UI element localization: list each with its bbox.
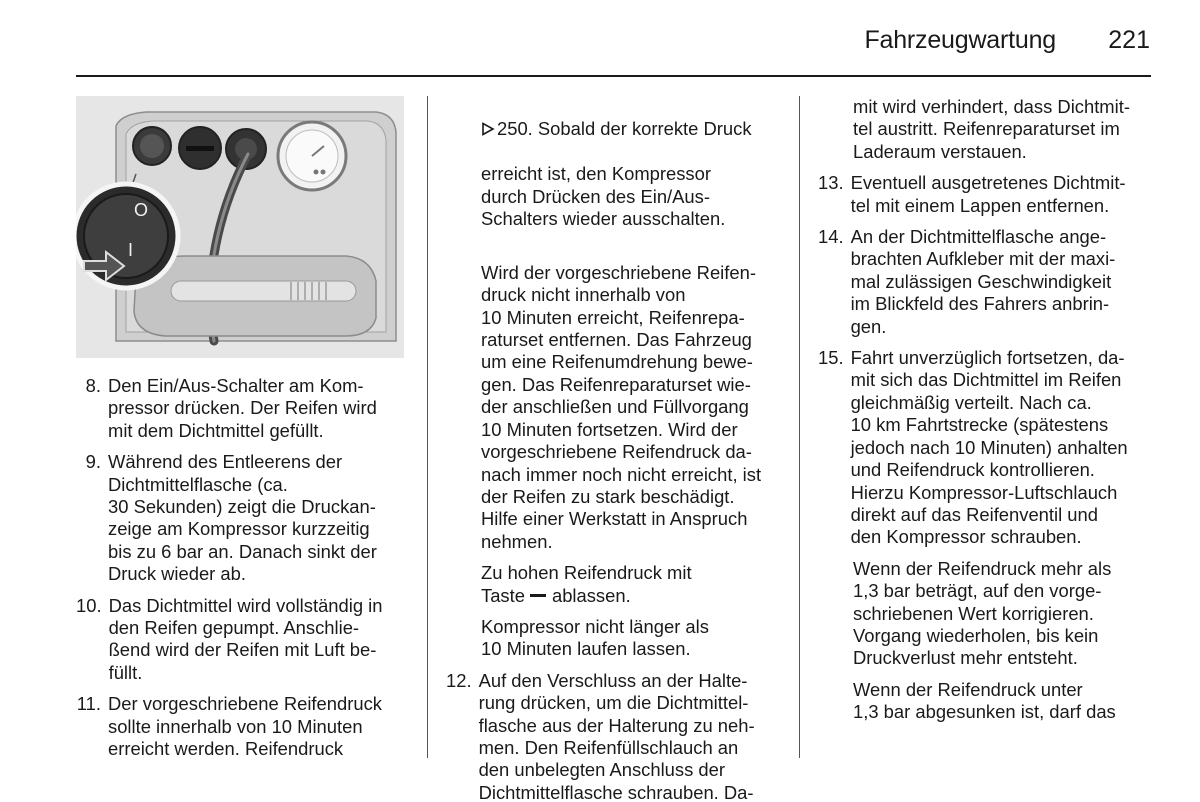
list-text: Auf den Verschluss an der Halte- rung drücken, um die Dichtmittel- flasche aus der Halterung zu neh- men. Den Reifenfüllschlauch an den unbelegten Anschluss der Dichtmittelflasche schrauben. Da- <box>478 669 755 802</box>
page-reference-text: 250. Sobald der korrekte Druck <box>497 118 752 140</box>
list-item-9 <box>76 451 409 585</box>
switch-on-symbol: I <box>128 240 134 260</box>
list-number: 14. <box>818 226 844 248</box>
paragraph-pressure-above: Wenn der Reifendruck mehr als 1,3 bar beträgt, auf den vorge- schriebenen Wert korrigieren. Vorgang wiederholen, bis kein Druckverlust mehr entsteht. <box>853 557 1112 669</box>
compressor-illustration <box>76 96 404 358</box>
column-divider-right <box>799 96 800 758</box>
column-divider-left <box>427 96 428 758</box>
list-text: Das Dichtmittel wird vollständig in den Reifen gepumpt. Anschlie- ßend wird der Reifen mit Luft be- füllt. <box>108 594 383 683</box>
list-item-15 <box>818 347 1152 549</box>
list-item-11 <box>76 693 409 760</box>
paragraph-pressure-below: Wenn der Reifendruck unter 1,3 bar abgesunken ist, darf das <box>853 678 1116 723</box>
column-middle <box>446 96 782 802</box>
list-number: 13. <box>818 172 844 194</box>
list-item-12 <box>446 670 782 802</box>
list-text: Fahrt unverzüglich fortsetzen, da- mit sich das Dichtmittel im Reifen gleichmäßig verteilt. Nach ca. 10 km Fahrtstrecke (spätestens jedoch nach 10 Minuten) anhalten und Reifendruck kontrollieren. Hierzu Kompressor-Luftschlauch direkt auf das Reifenventil und den Kompressor schrauben. <box>850 347 1128 548</box>
header-divider <box>76 75 1151 77</box>
switch-off-symbol: O <box>134 200 149 220</box>
list-number: 10. <box>76 594 102 616</box>
column-left <box>76 375 409 770</box>
text-fragment: Zu hohen Reifendruck mit <box>481 562 692 584</box>
continuation-text: erreicht ist, den Kompressor durch Drücken des Ein/Aus- Schalters wieder ausschalten. <box>481 163 726 230</box>
list-item-13 <box>818 172 1152 217</box>
paragraph-pressure-not-reached: Wird der vorgeschriebene Reifen- druck nicht innerhalb von 10 Minuten erreicht, Reifenrepa- raturset entfernen. Das Fahrzeug um eine Reifenumdrehung bewe- gen. Das Reifenreparaturset wie- der anschließen und Füllvorgang 10 Minuten fortsetzen. Wird der vorgeschriebene Reifendruck da- nach immer noch nicht erreicht, ist der Reifen zu stark beschädigt. Hilfe einer Werkstatt in Anspruch nehmen. <box>481 261 762 552</box>
compressor-drawing <box>76 96 404 358</box>
paragraph-compressor-runtime: Kompressor nicht länger als 10 Minuten laufen lassen. <box>481 615 709 660</box>
list-text: Den Ein/Aus-Schalter am Kom- pressor drücken. Der Reifen wird mit dem Dichtmittel gefüllt. <box>108 375 377 441</box>
page-reference-line <box>481 118 782 140</box>
list-number: 12. <box>446 669 472 691</box>
list-text: Der vorgeschriebene Reifendruck sollte innerhalb von 10 Minuten erreicht werden. Reifendruck <box>108 693 382 760</box>
page-reference-icon <box>481 122 495 136</box>
list-number: 15. <box>818 347 844 369</box>
list-text: An der Dichtmittelflasche ange- brachten Aufkleber mit der maxi- mal zulässigen Geschwindigkeit im Blickfeld des Fahrers anbrin- gen. <box>850 226 1116 337</box>
paragraph-pressure-too-high <box>446 562 782 607</box>
list-text: Eventuell ausgetretenes Dichtmit- tel mit einem Lappen entfernen. <box>850 172 1126 216</box>
list-item-11-continued <box>446 96 782 253</box>
list-number: 8. <box>85 375 101 396</box>
list-item-12-continued: mit wird verhindert, dass Dichtmit- tel austritt. Reifenreparaturset im Laderaum verstauen. <box>853 96 1130 162</box>
list-number: 9. <box>85 451 101 473</box>
column-right <box>818 96 1152 733</box>
list-item-8 <box>76 375 409 442</box>
text-fragment: ablassen. <box>551 584 631 606</box>
list-item-10 <box>76 595 409 685</box>
list-item-14 <box>818 226 1152 338</box>
list-number: 11. <box>76 693 101 715</box>
page-number: 221 <box>1108 26 1150 54</box>
minus-button-icon <box>530 594 546 597</box>
list-text: Während des Entleerens der Dichtmittelflasche (ca. 30 Sekunden) zeigt die Druckan- zeige am Kompressor kurzzeitig bis zu 6 bar an. Danach sinkt der Druck wieder ab. <box>108 451 377 585</box>
text-fragment: Taste <box>481 584 525 606</box>
page-header-title: Fahrzeugwartung <box>864 26 1056 54</box>
